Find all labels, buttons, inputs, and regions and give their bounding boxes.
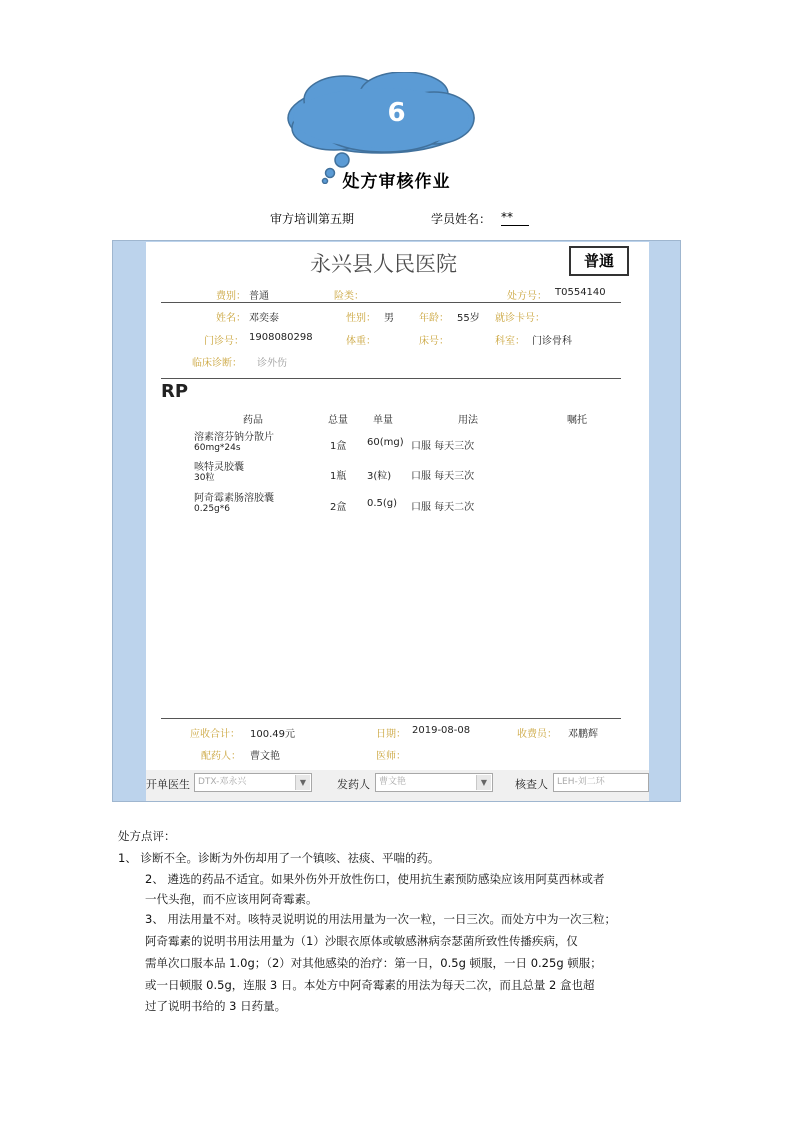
drug-total: 1瓶 bbox=[330, 471, 347, 482]
drug-spec: 60mg*24s bbox=[194, 443, 241, 453]
drug-name: 咳特灵胶囊 bbox=[194, 462, 244, 473]
checker-input[interactable] bbox=[553, 773, 649, 792]
total-label: 应收合计： bbox=[190, 729, 240, 740]
student-name-label: 学员姓名： bbox=[431, 212, 492, 226]
fee-label: 费别： bbox=[216, 291, 246, 302]
drug-usage: 口服 每天三次 bbox=[411, 471, 475, 482]
table-row bbox=[194, 462, 244, 484]
footer-divider bbox=[161, 718, 621, 719]
weight-label: 体重： bbox=[346, 336, 376, 347]
student-name-value: ** bbox=[501, 210, 529, 226]
drug-dose: 3(粒) bbox=[367, 471, 392, 482]
drug-dose: 0.5(g) bbox=[367, 498, 398, 509]
review-line: 需单次口服本品 1.0g；（2）对其他感染的治疗：第一日，0.5g 顿服，一日 0.25g 顿服； bbox=[145, 956, 602, 970]
review-line: 一代头孢，而不应该用阿奇霉素。 bbox=[145, 892, 318, 906]
chevron-down-icon[interactable]: ▼ bbox=[476, 775, 491, 790]
doctor-select[interactable] bbox=[194, 773, 312, 792]
issuer-label: 发药人 bbox=[337, 778, 370, 791]
drug-name: 阿奇霉素肠溶胶囊 bbox=[194, 493, 274, 504]
cashier-label: 收费员： bbox=[517, 729, 557, 740]
issuer-select-value: 曹文艳 bbox=[379, 777, 407, 787]
review-line: 2、 遴选的药品不适宜。如果外伤外开放性伤口，使用抗生素预防感染应该用阿莫西林或者 bbox=[145, 872, 605, 886]
table-row bbox=[194, 493, 274, 515]
dispenser-label: 配药人： bbox=[201, 751, 241, 762]
header-divider bbox=[161, 302, 621, 303]
insurance-label: 险类： bbox=[334, 291, 364, 302]
review-line: 过了说明书给的 3 日药量。 bbox=[145, 999, 287, 1013]
review-line: 或一日顿服 0.5g，连服 3 日。本处方中阿奇霉素的用法为每天二次，而且总量 2 盒也超 bbox=[145, 978, 595, 992]
prescription-type-badge: 普通 bbox=[569, 246, 629, 276]
rx-number-value: T0554140 bbox=[555, 287, 606, 298]
total-value: 100.49元 bbox=[250, 729, 295, 740]
clinic-number-label: 门诊号： bbox=[204, 336, 244, 347]
sex-label: 性别： bbox=[346, 313, 376, 324]
sex-value: 男 bbox=[384, 313, 394, 324]
column-header-usage: 用法 bbox=[458, 415, 478, 426]
patient-name: 邓奕泰 bbox=[249, 313, 279, 324]
drug-usage: 口服 每天二次 bbox=[411, 502, 475, 513]
checker-label: 核查人 bbox=[515, 778, 548, 791]
drug-name: 溶素溶芬钠分散片 bbox=[194, 432, 274, 443]
column-header-dose: 单量 bbox=[373, 415, 393, 426]
dispenser-value: 曹文艳 bbox=[250, 751, 280, 762]
rp-title: RP bbox=[161, 381, 189, 402]
drug-total: 1盒 bbox=[330, 441, 347, 452]
drug-dose: 60(mg) bbox=[367, 437, 404, 448]
drug-spec: 0.25g*6 bbox=[194, 504, 230, 514]
pharmacist-label: 医师： bbox=[376, 751, 406, 762]
doctor-select-value: DTX-邓永兴 bbox=[198, 777, 247, 787]
column-header-total: 总量 bbox=[328, 415, 348, 426]
document-title: 处方审核作业 bbox=[342, 172, 451, 192]
doctor-label: 开单医生 bbox=[146, 778, 190, 791]
drug-usage: 口服 每天三次 bbox=[411, 441, 475, 452]
age-value: 55岁 bbox=[457, 313, 480, 324]
drug-spec: 30粒 bbox=[194, 473, 215, 483]
checker-input-value: LEH-刘二环 bbox=[557, 777, 605, 787]
review-line: 3、 用法用量不对。咳特灵说明说的用法用量为一次一粒，一日三次。而处方中为一次三粒； bbox=[145, 912, 616, 926]
department-value: 门诊骨科 bbox=[532, 336, 572, 347]
department-label: 科室： bbox=[495, 336, 525, 347]
hospital-name: 永兴县人民医院 bbox=[310, 252, 457, 276]
diagnosis-value: 诊外伤 bbox=[257, 358, 287, 369]
table-row bbox=[194, 432, 274, 454]
column-header-advice: 嘱托 bbox=[567, 415, 587, 426]
training-session: 审方培训第五期 bbox=[270, 212, 355, 226]
review-line: 1、 诊断不全。诊断为外伤却用了一个镇咳、祛痰、平喘的药。 bbox=[118, 851, 440, 865]
diagnosis-label: 临床诊断： bbox=[192, 358, 242, 369]
bed-label: 床号： bbox=[419, 336, 449, 347]
rx-number-label: 处方号： bbox=[507, 291, 547, 302]
card-label: 就诊卡号： bbox=[495, 313, 545, 324]
column-header-drug: 药品 bbox=[243, 415, 263, 426]
badge-number: 6 bbox=[387, 98, 406, 128]
issuer-select[interactable] bbox=[375, 773, 493, 792]
age-label: 年龄： bbox=[419, 313, 449, 324]
review-line: 阿奇霉素的说明书用法用量为（1）沙眼衣原体或敏感淋病奈瑟菌所致性传播疾病，仅 bbox=[145, 934, 578, 948]
chevron-down-icon[interactable]: ▼ bbox=[295, 775, 310, 790]
clinic-number-value: 1908080298 bbox=[249, 332, 313, 343]
review-title: 处方点评： bbox=[118, 829, 176, 843]
rp-divider bbox=[161, 378, 621, 379]
date-label: 日期： bbox=[376, 729, 406, 740]
date-value: 2019-08-08 bbox=[412, 725, 471, 736]
cashier-value: 邓鹏辉 bbox=[568, 729, 598, 740]
name-label: 姓名： bbox=[216, 313, 246, 324]
drug-total: 2盒 bbox=[330, 502, 347, 513]
fee-value: 普通 bbox=[249, 291, 269, 302]
